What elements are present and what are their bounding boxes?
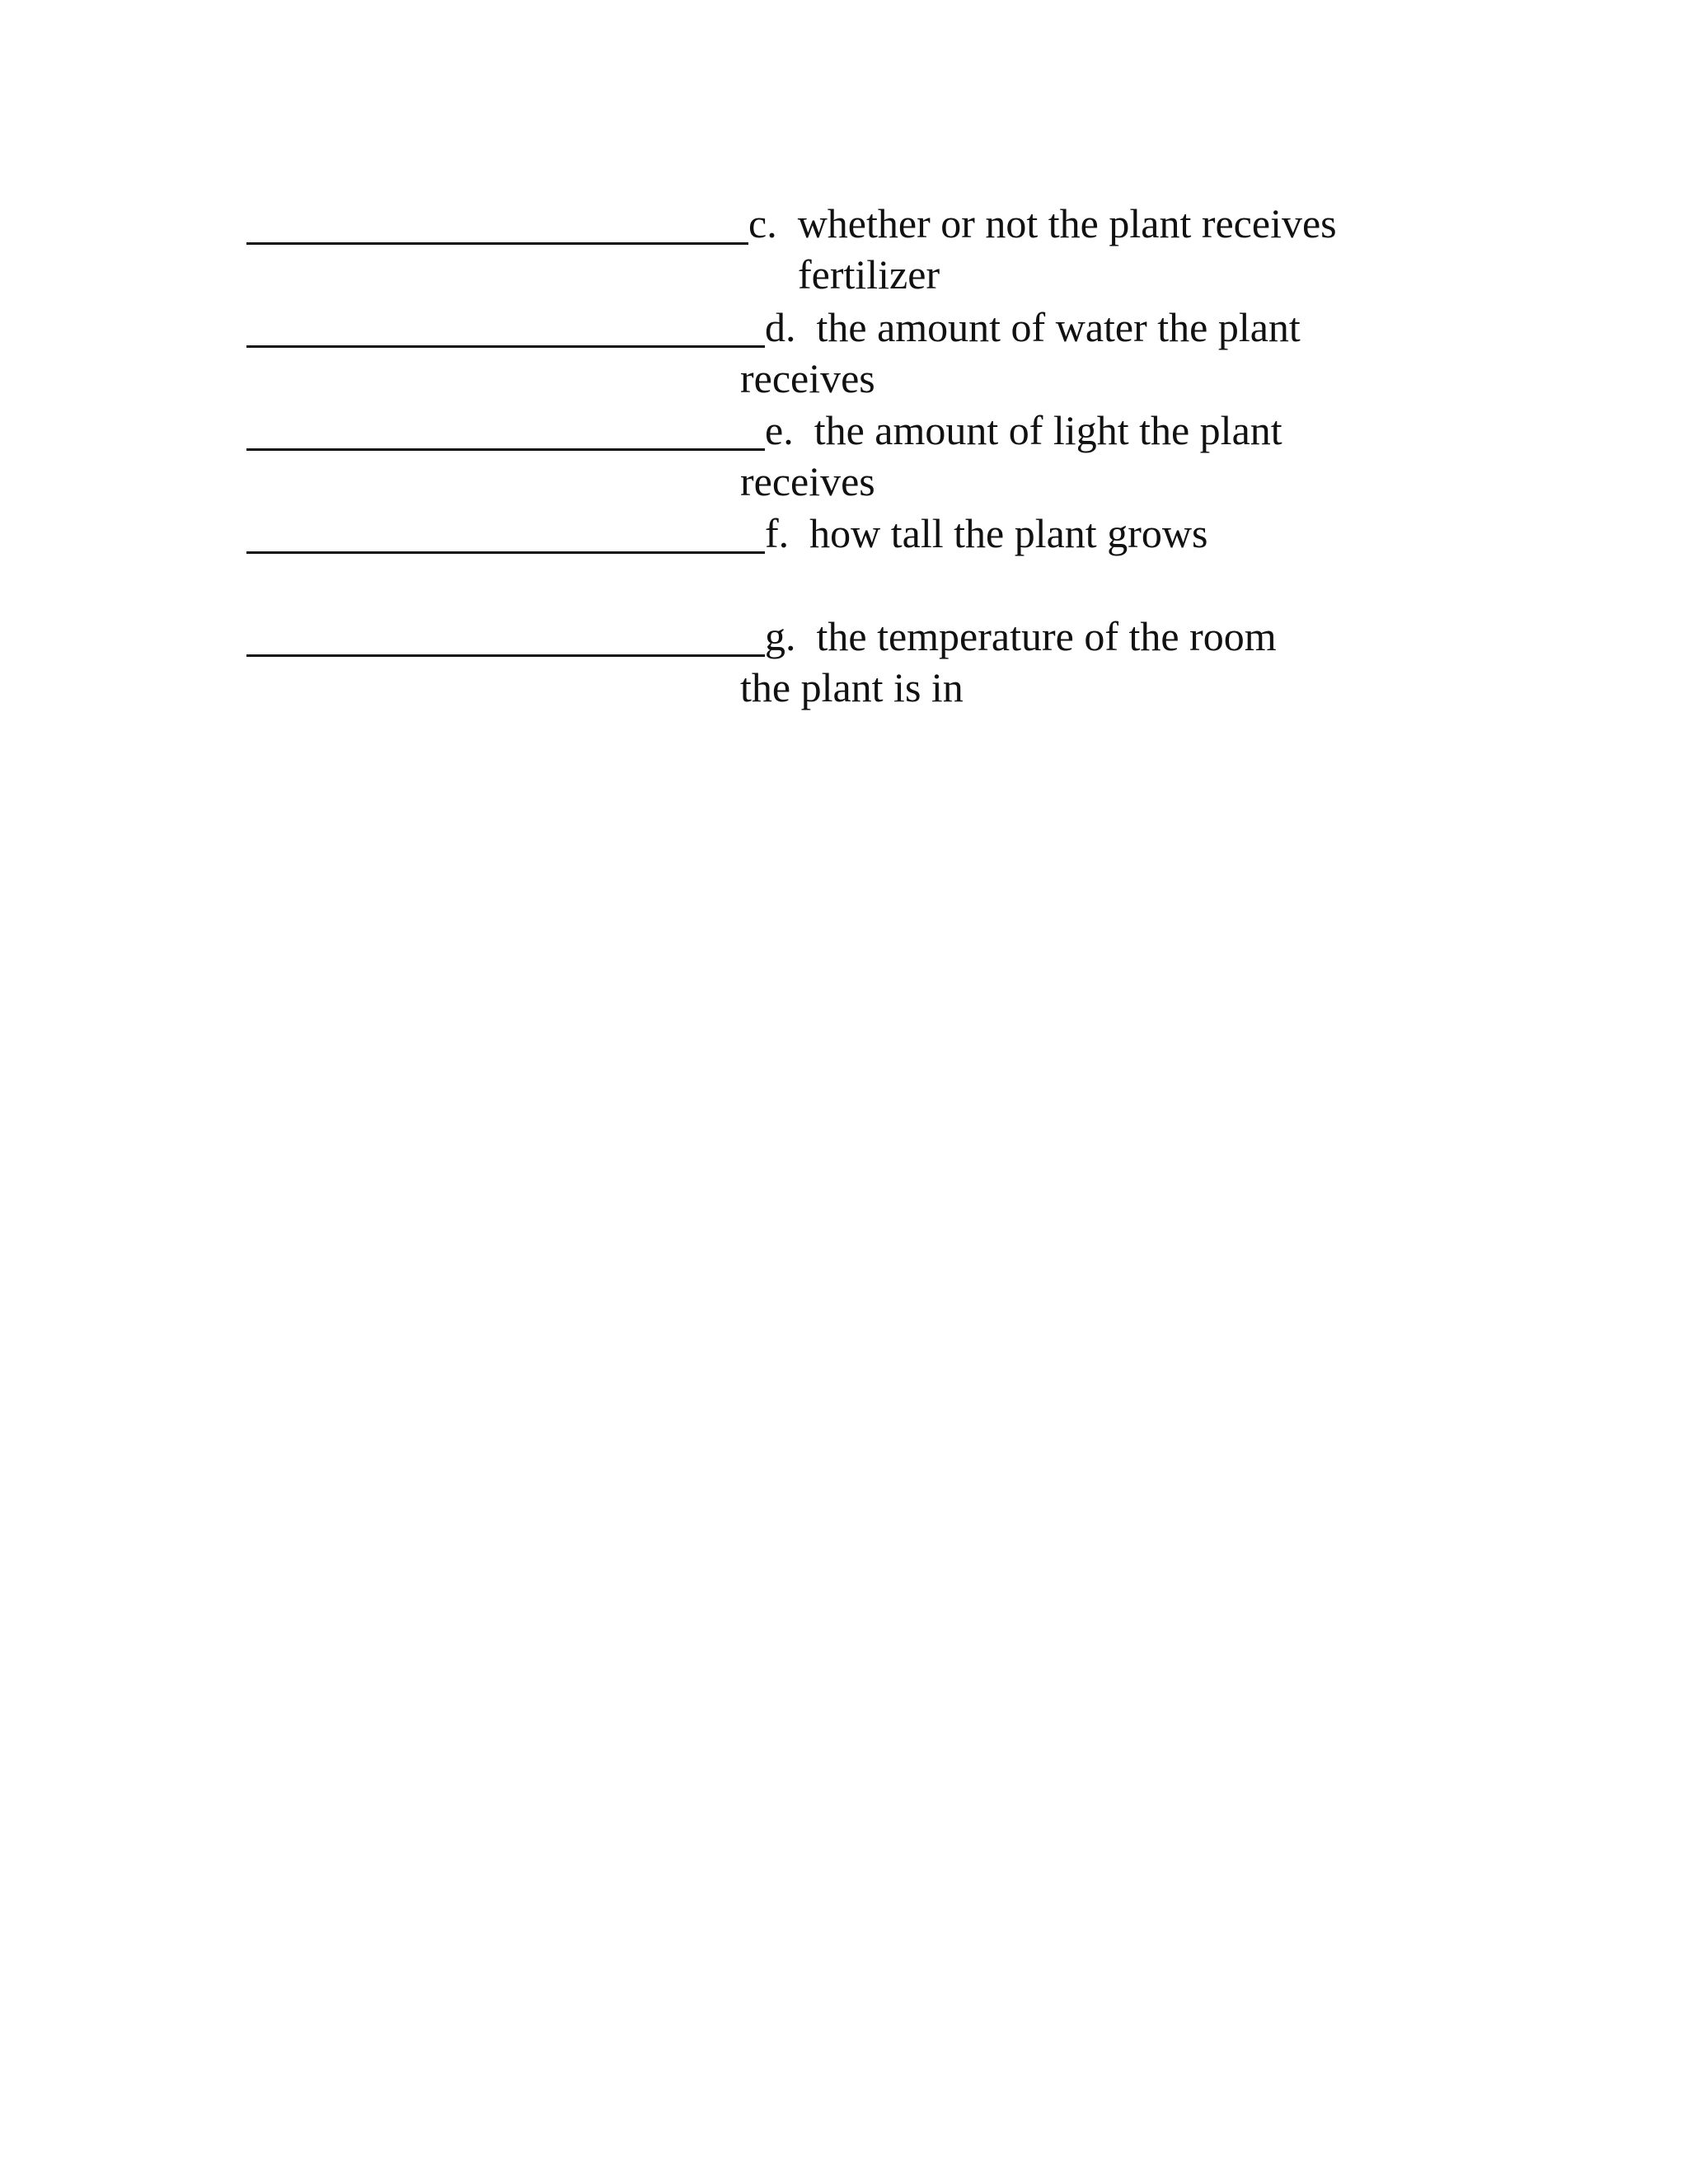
answer-blank-e[interactable] xyxy=(246,448,765,451)
answer-blank-g[interactable] xyxy=(246,654,765,657)
item-c-first-line xyxy=(748,198,1337,249)
item-f-first-line xyxy=(765,508,1207,559)
item-c-continuation: fertilizer xyxy=(798,251,940,298)
item-g-first-line xyxy=(765,611,1277,662)
item-g-continuation: the plant is in xyxy=(740,664,964,710)
item-e-first-line xyxy=(765,405,1282,456)
answer-blank-d[interactable] xyxy=(246,345,765,348)
item-c-label: c. xyxy=(748,200,777,246)
item-d-text: the amount of water the plant xyxy=(816,304,1301,350)
item-e-label: e. xyxy=(765,407,794,453)
item-e-text: the amount of light the plant xyxy=(814,407,1282,453)
item-g-text: the temperature of the room xyxy=(816,613,1277,659)
answer-blank-c[interactable] xyxy=(246,242,748,245)
item-c-text: whether or not the plant receives xyxy=(797,200,1337,246)
item-d-label: d. xyxy=(765,304,796,350)
item-g-label: g. xyxy=(765,613,796,659)
item-d-first-line xyxy=(765,302,1301,353)
item-f-text: how tall the plant grows xyxy=(809,510,1208,556)
item-d-continuation: receives xyxy=(740,355,875,401)
item-e-continuation: receives xyxy=(740,458,875,504)
answer-blank-f[interactable] xyxy=(246,551,765,554)
item-f-label: f. xyxy=(765,510,790,556)
